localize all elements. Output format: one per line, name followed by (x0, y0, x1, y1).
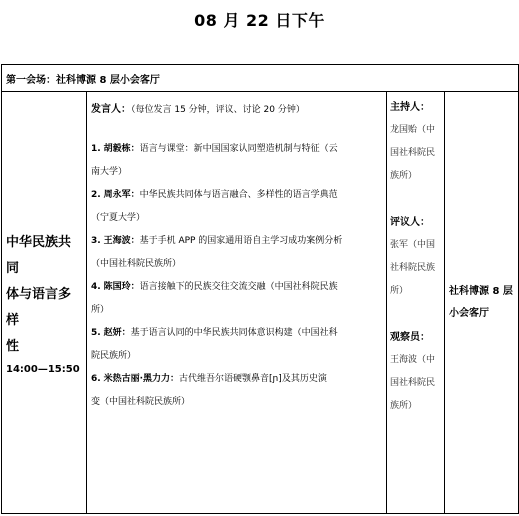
theme-cell (2, 92, 87, 514)
speaker-topic-cont: （宁夏大学） (91, 213, 146, 223)
speakers-note: （每位发言 15 分钟，评议、讨论 20 分钟） (131, 105, 305, 115)
speaker-item (91, 368, 382, 414)
schedule-table (1, 64, 519, 514)
speaker-item (91, 138, 382, 184)
speaker-name: 米热古丽·黑力力： (103, 374, 179, 384)
speaker-number: 6. (91, 374, 101, 384)
hall-header: 第一会场：社科博源 8 层小会客厅 (2, 65, 519, 92)
host-name: 龙国贻（中 (390, 125, 436, 135)
host-name: 国社科院民 (390, 148, 436, 158)
speaker-item (91, 184, 382, 230)
speaker-topic-cont: 南大学） (91, 167, 128, 177)
observer-name: 族所） (390, 401, 418, 411)
speaker-name: 王海波： (103, 236, 140, 246)
speaker-name: 赵妍： (103, 328, 131, 338)
speakers-label: 发言人： (91, 104, 131, 115)
theme-title-line: 中华民族共同 (6, 235, 72, 276)
speaker-number: 2. (91, 190, 101, 200)
speaker-number: 5. (91, 328, 101, 338)
speaker-number: 1. (91, 144, 101, 154)
observer-label: 观察员： (390, 332, 430, 343)
speaker-item (91, 276, 382, 322)
speaker-name: 胡毅栋： (103, 144, 140, 154)
speakers-cell (87, 92, 387, 514)
commentator-name: 社科院民族 (390, 263, 436, 273)
speaker-name: 陈国玲： (103, 282, 140, 292)
theme-title (6, 230, 82, 360)
speaker-topic-cont: （中国社科院民族所） (91, 259, 182, 269)
speaker-topic-cont: 院民族所） (91, 351, 137, 361)
host-name: 族所） (390, 171, 418, 181)
commentator-name: 所） (390, 286, 409, 296)
speaker-topic-cont: 变（中国社科院民族所） (91, 397, 191, 407)
speaker-topic: 基于语言认同的中华民族共同体意识构建（中国社科 (130, 328, 338, 338)
page-title: 08 月 22 日下午 (194, 11, 325, 30)
speaker-name: 周永军： (103, 190, 140, 200)
commentator-label: 评议人： (390, 217, 430, 228)
speaker-number: 4. (91, 282, 101, 292)
venue-line: 小会客厅 (449, 307, 489, 319)
speaker-topic: 基于手机 APP 的国家通用语自主学习成功案例分析 (139, 236, 343, 246)
speakers-heading (91, 98, 382, 122)
commentator-name: 张军（中国 (390, 240, 436, 250)
speaker-topic: 古代维吾尔语硬颚鼻音[ɲ]及其历史演 (178, 374, 327, 384)
observer-name: 国社科院民 (390, 378, 436, 388)
session-time: 14:00—15:50 (6, 364, 80, 375)
venue-cell (445, 92, 519, 514)
roles-cell (387, 92, 445, 514)
venue-line: 社科博源 8 层 (449, 285, 513, 297)
speaker-number: 3. (91, 236, 101, 246)
speaker-topic-cont: 所） (91, 305, 110, 315)
speaker-item (91, 230, 382, 276)
speaker-item (91, 322, 382, 368)
speaker-topic: 语言与课堂：新中国国家认同塑造机制与特征（云 (139, 144, 338, 154)
theme-title-line: 性 (6, 339, 20, 354)
theme-title-line: 体与语言多样 (6, 287, 72, 328)
host-label: 主持人： (390, 102, 430, 113)
speaker-topic: 语言接触下的民族交往交流交融（中国社科院民族 (139, 282, 338, 292)
observer-name: 王海波（中 (390, 355, 436, 365)
speaker-topic: 中华民族共同体与语言融合、多样性的语言学典范 (139, 190, 338, 200)
